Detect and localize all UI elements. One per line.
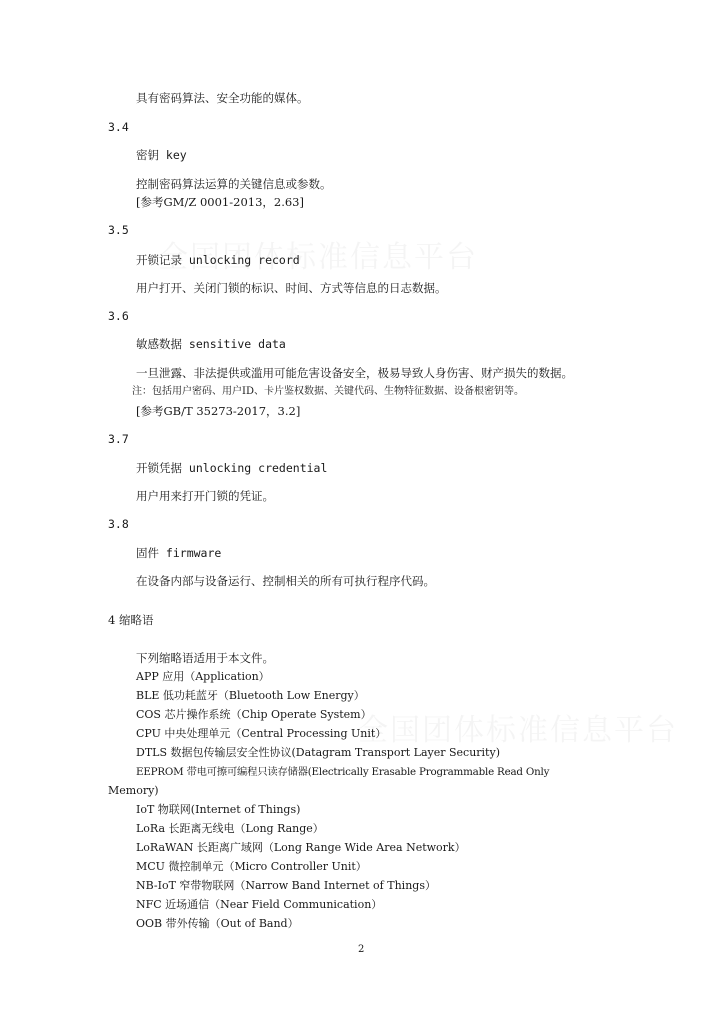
abbreviation-item: MCU 微控制单元（Micro Controller Unit）	[136, 860, 367, 873]
abbreviation-item: EEPROM 带电可擦可编程只读存储器(Electrically Erasable Programmable Read Only	[136, 766, 550, 778]
abbreviation-item: OOB 带外传输（Out of Band）	[136, 917, 299, 930]
section-number: 3.4	[108, 120, 129, 134]
section-number: 3.6	[108, 309, 129, 323]
term-heading: 固件 firmware	[136, 546, 222, 560]
term-heading: 开锁凭据 unlocking credential	[136, 461, 328, 475]
term-heading: 开锁记录 unlocking record	[136, 253, 300, 267]
abbreviation-item: COS 芯片操作系统（Chip Operate System）	[136, 708, 372, 721]
term-heading: 敏感数据 sensitive data	[136, 337, 286, 351]
abbreviation-item: LoRaWAN 长距离广域网（Long Range Wide Area Network）	[136, 841, 466, 854]
abbreviations-intro: 下列缩略语适用于本文件。	[136, 651, 274, 665]
section-number: 3.7	[108, 432, 129, 446]
term-note: 注：包括用户密码、用户ID、卡片鉴权数据、关键代码、生物特征数据、设备根密钥等。	[132, 386, 524, 397]
abbreviation-item-continuation: Memory)	[108, 784, 159, 797]
term-definition: 一旦泄露、非法提供或滥用可能危害设备安全，极易导致人身伤害、财产损失的数据。	[136, 366, 573, 380]
term-definition: 在设备内部与设备运行、控制相关的所有可执行程序代码。	[136, 574, 435, 588]
term-source: [参考GM/Z 0001-2013，2.63]	[136, 195, 304, 209]
page-number: 2	[358, 944, 365, 955]
abbreviation-item: APP 应用（Application）	[136, 670, 270, 683]
abbreviation-item: LoRa 长距离无线电（Long Range）	[136, 822, 324, 835]
term-definition: 控制密码算法运算的关键信息或参数。	[136, 177, 332, 191]
abbreviation-item: BLE 低功耗蓝牙（Bluetooth Low Energy）	[136, 689, 365, 702]
abbreviations-heading: 4 缩略语	[108, 613, 154, 627]
abbreviation-item: IoT 物联网(Internet of Things)	[136, 803, 301, 816]
abbreviation-item: NFC 近场通信（Near Field Communication）	[136, 898, 383, 911]
section-number: 3.8	[108, 517, 129, 531]
term-definition: 用户打开、关闭门锁的标识、时间、方式等信息的日志数据。	[136, 281, 447, 295]
term-source: [参考GB/T 35273-2017，3.2]	[136, 404, 301, 418]
section-number: 3.5	[108, 223, 129, 237]
abbreviation-item: CPU 中央处理单元（Central Processing Unit）	[136, 727, 387, 740]
abbreviation-item: DTLS 数据包传输层安全性协议(Datagram Transport Layer Security)	[136, 746, 500, 759]
intro-line: 具有密码算法、安全功能的媒体。	[136, 91, 309, 105]
watermark-lower	[358, 705, 678, 749]
term-heading: 密钥 key	[136, 148, 187, 162]
abbreviation-item: NB-IoT 窄带物联网（Narrow Band Internet of Things）	[136, 879, 436, 892]
term-definition: 用户用来打开门锁的凭证。	[136, 489, 274, 503]
